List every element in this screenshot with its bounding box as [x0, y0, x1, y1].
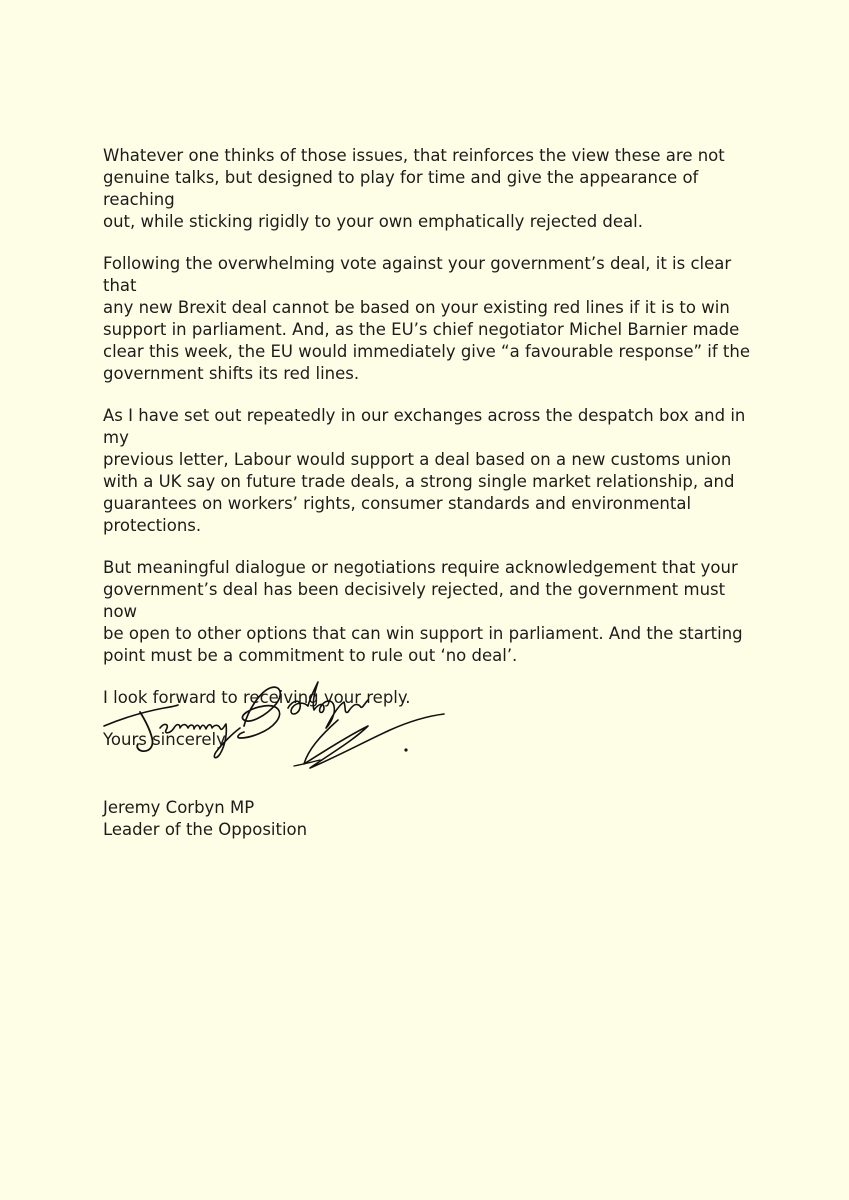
letter-paragraph-1: Whatever one thinks of those issues, that reinforces the view these are not genuine talks, but designed to play for time and give the appearance of reaching out, while sticking rigidly to your own emphatically rejected deal. [103, 146, 725, 231]
signatory-block [103, 797, 307, 841]
letter-paragraph-5: I look forward to receiving your reply. [103, 688, 411, 707]
signatory-title: Leader of the Opposition [103, 820, 308, 839]
handwritten-signature [98, 668, 450, 780]
letter-paragraph-4: But meaningful dialogue or negotiations require acknowledgement that your government’s deal has been decisively rejected, and the government must now be open to other options that can win support in parliament. And the starting point must be a commitment to rule out ‘no deal’. [103, 558, 743, 665]
letter-body [103, 145, 753, 751]
letter-paragraph-2: Following the overwhelming vote against your government’s deal, it is clear that any new Brexit deal cannot be based on your existing red lines if it is to win support in parliament. And, as the EU’s chief negotiator Michel Barnier made clear this week, the EU would immediately give “a favourable response” if the government shifts its red lines. [103, 254, 750, 383]
signatory-name: Jeremy Corbyn MP [103, 798, 255, 817]
letter-closing: Yours sincerely [103, 730, 226, 749]
letter-paragraph-3: As I have set out repeatedly in our exchanges across the despatch box and in my previous letter, Labour would support a deal based on a new customs union with a UK say on future trade deals, a strong single market relationship, and guarantees on workers’ rights, consumer standards and environmental protections. [103, 406, 746, 535]
